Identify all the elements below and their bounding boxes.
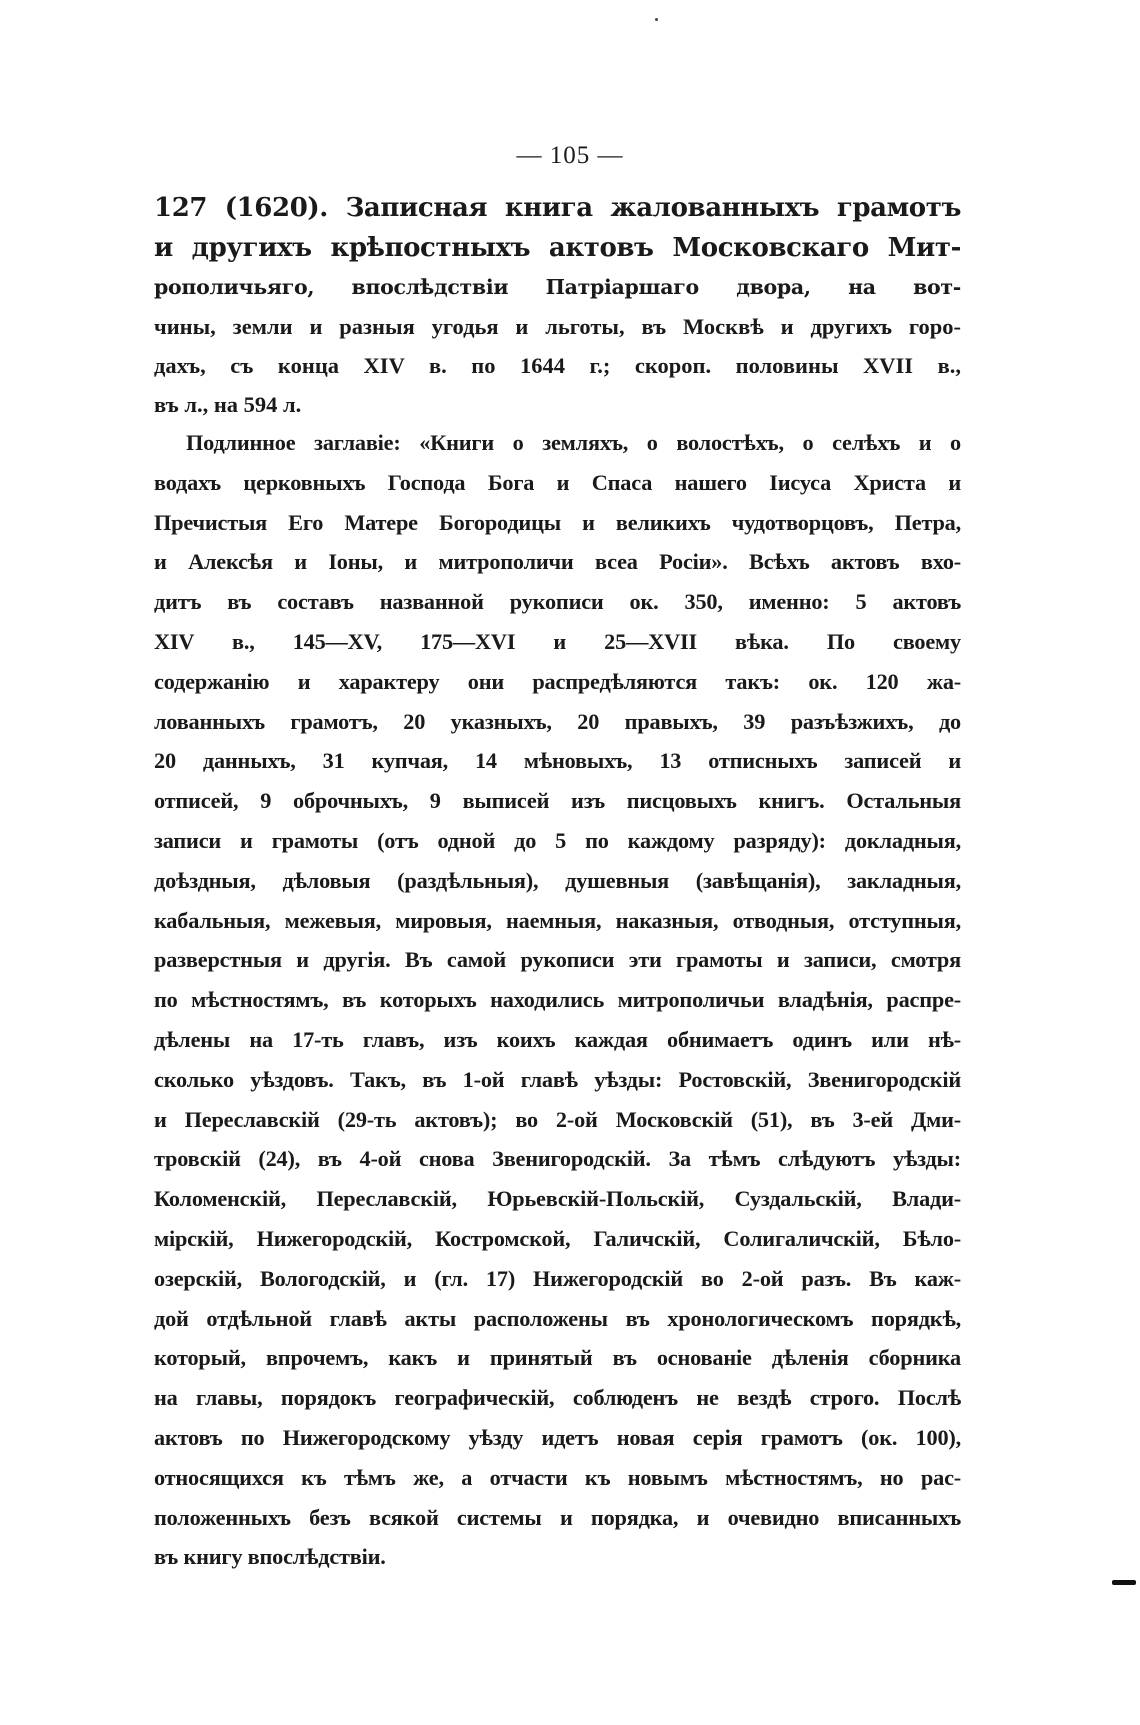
body-line: и Переславскій (29-ть актовъ); во 2-ой Московскій (51), въ 3-ей Дми-	[154, 1106, 961, 1132]
body-line: озерскій, Вологодскій, и (гл. 17) Нижегородскій во 2-ой разъ. Въ каж-	[154, 1265, 961, 1291]
body-line: Пречистыя Его Матере Богородицы и великихъ чудотворцовъ, Петра,	[154, 509, 961, 535]
heading-line: дахъ, съ конца XIV в. по 1644 г.; скороп. половины XVII в.,	[154, 353, 961, 378]
body-line: тровскій (24), въ 4-ой снова Звенигородскій. За тѣмъ слѣдуютъ уѣзды:	[154, 1146, 961, 1172]
body-line: 20 данныхъ, 31 купчая, 14 мѣновыхъ, 13 отписныхъ записей и	[154, 748, 961, 774]
body-line: дитъ въ составъ названной рукописи ок. 350, именно: 5 актовъ	[154, 589, 961, 615]
body-line: и Алексѣя и Іоны, и митрополичи всеа Росіи». Всѣхъ актовъ вхо-	[154, 549, 961, 575]
body-line: актовъ по Нижегородскому уѣзду идетъ новая серія грамотъ (ок. 100),	[154, 1424, 961, 1450]
heading-line: и другихъ крѣпостныхъ актовъ Московскаго Мит-	[154, 233, 961, 263]
body-line: который, впрочемъ, какъ и принятый въ основаніе дѣленія сборника	[154, 1345, 961, 1371]
body-line: отписей, 9 оброчныхъ, 9 выписей изъ писцовыхъ книгъ. Остальныя	[154, 788, 961, 814]
print-speck	[655, 18, 658, 21]
body-line: положенныхъ безъ всякой системы и порядка, и очевидно вписанныхъ	[154, 1504, 961, 1530]
body-line: разверстныя и другія. Въ самой рукописи эти грамоты и записи, смотря	[154, 947, 961, 973]
body-line: доѣздныя, дѣловыя (раздѣльныя), душевныя (завѣщанія), закладныя,	[154, 867, 961, 893]
body-line: въ книгу впослѣдствіи.	[154, 1544, 386, 1570]
body-line: Коломенскій, Переславскій, Юрьевскій-Польскій, Суздальскій, Влади-	[154, 1186, 961, 1212]
body-line: водахъ церковныхъ Господа Бога и Спаса нашего Іисуса Христа и	[154, 469, 961, 495]
body-line: содержанію и характеру они распредѣляются такъ: ок. 120 жа-	[154, 668, 961, 694]
entry-heading	[154, 188, 961, 424]
body-line: на главы, порядокъ географическій, соблюденъ не вездѣ строго. Послѣ	[154, 1385, 961, 1411]
body-line: дѣлены на 17-ть главъ, изъ коихъ каждая обнимаетъ одинъ или нѣ-	[154, 1026, 961, 1052]
body-line: XIV в., 145—XV, 175—XVI и 25—XVII вѣка. По своему	[154, 628, 961, 654]
entry-body	[154, 423, 961, 1577]
heading-line: въ л., на 594 л.	[154, 392, 302, 417]
heading-line: чины, земли и разныя угодья и льготы, въ Москвѣ и другихъ горо-	[154, 314, 961, 339]
body-line: лованныхъ грамотъ, 20 указныхъ, 20 правыхъ, 39 разъѣзжихъ, до	[154, 708, 961, 734]
body-line: Подлинное заглавіе: «Книги о земляхъ, о волостѣхъ, о селѣхъ и о	[186, 430, 961, 455]
heading-line: 127 (1620). Записная книга жалованныхъ грамотъ	[154, 193, 961, 223]
body-line: мірскій, Нижегородскій, Костромской, Галичскій, Солигаличскій, Бѣло-	[154, 1225, 961, 1251]
heading-line: рополичьяго, впослѣдствіи Патріаршаго двора, на вот-	[154, 275, 961, 299]
body-line: записи и грамоты (отъ одной до 5 по каждому разряду): докладныя,	[154, 827, 961, 853]
body-line: относящихся къ тѣмъ же, а отчасти къ новымъ мѣстностямъ, но рас-	[154, 1464, 961, 1490]
page-number: — 105 —	[516, 142, 624, 169]
body-line: по мѣстностямъ, въ которыхъ находились митрополичьи владѣнія, распре-	[154, 987, 961, 1013]
body-line: дой отдѣльной главѣ акты расположены въ хронологическомъ порядкѣ,	[154, 1305, 961, 1331]
body-line: кабальныя, межевыя, мировыя, наемныя, наказныя, отводныя, отступныя,	[154, 907, 961, 933]
scan-edge-mark	[1112, 1580, 1136, 1585]
body-line: сколько уѣздовъ. Такъ, въ 1-ой главѣ уѣзды: Ростовскій, Звенигородскій	[154, 1066, 961, 1092]
